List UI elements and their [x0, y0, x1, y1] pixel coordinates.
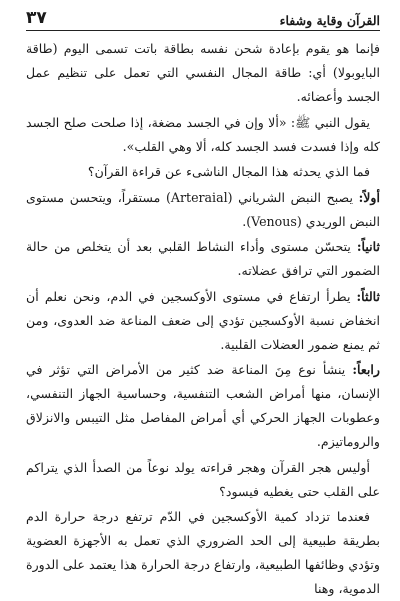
paragraph-text: فما الذي يحدثه هذا المجال الناشىء عن قراءة القرآن؟ [87, 164, 370, 179]
paragraph-text: يصبح النبض الشرياني (Arteraial) مستقراً، ويتحسن مستوى النبض الوريدي (Venous). [26, 189, 380, 229]
paragraph-2 [26, 111, 380, 159]
paragraph-text: يتحسّن مستوى وأداء النشاط القلبي بعد أن يتخلص من حالة الضمور التي ترافق عضلاته. [26, 239, 380, 278]
paragraph-text: أوليس هجر القرآن وهجر قراءته يولد نوعاً من الصدأ الذي يتراكم على القلب حتى يغطيه فيسود؟ [26, 459, 380, 499]
point-label: أولاً: [358, 189, 380, 205]
paragraph-1 [26, 37, 380, 109]
paragraph-5 [26, 235, 380, 283]
paragraph-3 [26, 160, 380, 184]
point-label: ثالثاً: [356, 288, 380, 304]
paragraph-6 [26, 285, 380, 357]
book-page [26, 8, 380, 596]
running-title: القرآن وقاية وشفاء [279, 13, 380, 28]
paragraph-9 [26, 505, 380, 601]
page-header [26, 8, 380, 28]
paragraph-text: فعندما تزداد كمية الأوكسجين في الدّم ترتفع درجة حرارة الدم بطريقة طبيعية إلى الحد الضروري الذي تعمل به الأجهزة العضوية وتؤدي وظائفها الطبيعية، وارتفاع درجة الحرارة هذا يعتمد على الدورة الدموية، وهنا [26, 509, 380, 596]
paragraph-8 [26, 456, 380, 504]
paragraph-7 [26, 358, 380, 454]
paragraph-text: ينشأ نوع مِنَ المناعة ضد كثير من الأمراض التي تؤثر في الإنسان، منها أمراض الشعب التنفسية، وحساسية الجهاز التنفسي، وعطوبات الجهاز الحركي أي أمراض المفاصل مثل التيبس والانزلاق والروماتيزم. [26, 362, 380, 449]
point-label: رابعاً: [352, 362, 380, 377]
paragraph-4 [26, 186, 380, 234]
paragraph-text: فإنما هو يقوم بإعادة شحن نفسه بطاقة باتت تسمى اليوم (طاقة البايوبولا) أي: طاقة المجال النفسي التي تعمل على تنظيم عمل الجسد وأعضائه. [26, 41, 380, 104]
page-number: ٣٧ [26, 8, 47, 28]
paragraph-text: يقول النبي ﷺ: «ألا وإن في الجسد مضغة، إذا صلحت صلح الجسد كله وإذا فسدت فسد الجسد كله، ألا وهي القلب». [26, 114, 380, 154]
point-label: ثانياً: [356, 239, 380, 254]
header-rule [26, 30, 380, 31]
paragraph-text: يطرأ ارتفاع في مستوى الأوكسجين في الدم، ونحن نعلم أن انخفاض نسبة الأوكسجين تؤدي إلى ضعف المناعة ضد العدوى، ومن ثم يمنع ضمور العضلات القلبية. [26, 288, 380, 352]
